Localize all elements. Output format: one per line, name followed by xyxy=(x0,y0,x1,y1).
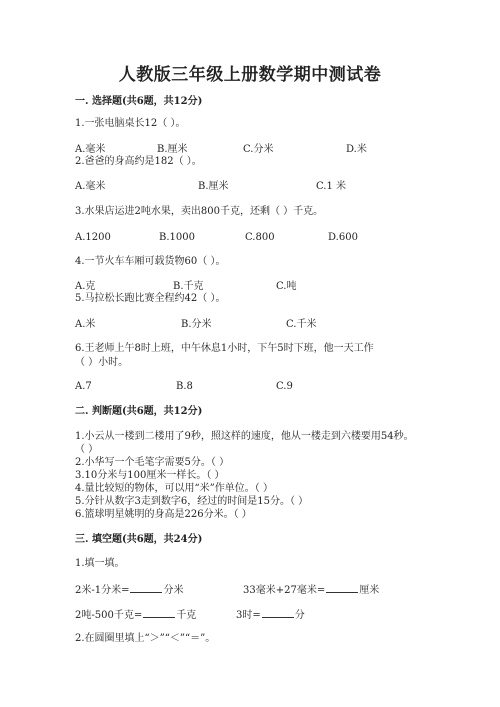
option-b: B.1000 xyxy=(159,232,195,243)
option-d: D.米 xyxy=(346,144,367,155)
fill-unit: 厘米 xyxy=(359,585,380,596)
question-stem: 2.在圆圈里填上“＞”“＜”“＝”。 xyxy=(75,633,216,644)
option-a: A.毫米 xyxy=(75,181,106,192)
statement: 4.量比较短的物体，可以用“米”作单位。（ ） xyxy=(75,483,273,494)
section-heading-judgement: 二. 判断题(共6题，共12分) xyxy=(75,406,203,417)
option-b: B.千克 xyxy=(173,281,204,292)
option-c: C.分米 xyxy=(243,144,274,155)
option-b: B.分米 xyxy=(181,319,212,330)
fill-item xyxy=(243,582,379,597)
option-c: C.吨 xyxy=(276,281,297,292)
fill-item xyxy=(75,582,183,597)
option-a: A.7 xyxy=(75,381,92,392)
fill-expression: 2米-1分米= xyxy=(75,585,130,596)
question-stem-continued: （ ）小时。 xyxy=(75,357,129,368)
statement: 1.小云从一楼到二楼用了9秒，照这样的速度，他从一楼走到六楼要用54秒。 xyxy=(75,431,414,442)
option-a: A.毫米 xyxy=(75,144,106,155)
option-b: B.8 xyxy=(176,381,193,392)
fill-unit: 分 xyxy=(294,610,305,621)
answer-parens: （ ） xyxy=(75,444,99,455)
option-b: B.厘米 xyxy=(198,181,229,192)
option-c: C.9 xyxy=(276,381,293,392)
option-c: C.1 米 xyxy=(316,181,347,192)
fill-item xyxy=(75,607,196,622)
answer-blank[interactable] xyxy=(326,582,358,593)
answer-blank[interactable] xyxy=(130,582,162,593)
answer-blank[interactable] xyxy=(262,607,294,618)
question-stem: 5.马拉松长跑比赛全程约42（ ）。 xyxy=(75,293,226,304)
fill-unit: 分米 xyxy=(163,585,184,596)
question-stem: 6.王老师上午8时上班，中午休息1小时，下午5时下班，他一天工作 xyxy=(75,343,374,354)
answer-blank[interactable] xyxy=(143,607,175,618)
statement: 2.小华写一个毛笔字需要5分。（ ） xyxy=(75,457,230,468)
question-stem: 1.一张电脑桌长12（ ）。 xyxy=(75,118,186,129)
statement: 5.分针从数字3走到数字6，经过的时间是15分。（ ） xyxy=(75,496,309,507)
option-a: A.米 xyxy=(75,319,96,330)
option-c: C.千米 xyxy=(286,319,317,330)
option-b: B.厘米 xyxy=(157,144,188,155)
section-heading-fill: 三. 填空题(共6题，共24分) xyxy=(75,534,203,545)
page-title: 人教版三年级上册数学期中测试卷 xyxy=(118,65,382,85)
question-stem: 4.一节火车车厢可载货物60（ ）。 xyxy=(75,256,226,267)
question-stem: 2.爸爸的身高约是182（ ）。 xyxy=(75,156,202,167)
fill-item xyxy=(236,607,305,622)
option-c: C.800 xyxy=(245,232,275,243)
section-heading-choice: 一. 选择题(共6题，共12分) xyxy=(75,96,203,107)
fill-expression: 3时= xyxy=(236,610,261,621)
question-stem: 3.水果店运进2吨水果，卖出800千克，还剩（ ）千克。 xyxy=(75,206,324,217)
statement: 3.10分米与100厘米一样长。（ ） xyxy=(75,470,225,481)
option-a: A.克 xyxy=(75,281,96,292)
option-d: D.600 xyxy=(328,232,358,243)
option-a: A.1200 xyxy=(75,232,111,243)
fill-unit: 千克 xyxy=(176,610,197,621)
question-stem: 1.填一填。 xyxy=(75,558,125,569)
fill-expression: 33毫米+27毫米= xyxy=(243,585,326,596)
fill-expression: 2吨-500千克= xyxy=(75,610,143,621)
statement: 6.篮球明星姚明的身高是226分米。（ ） xyxy=(75,509,252,520)
